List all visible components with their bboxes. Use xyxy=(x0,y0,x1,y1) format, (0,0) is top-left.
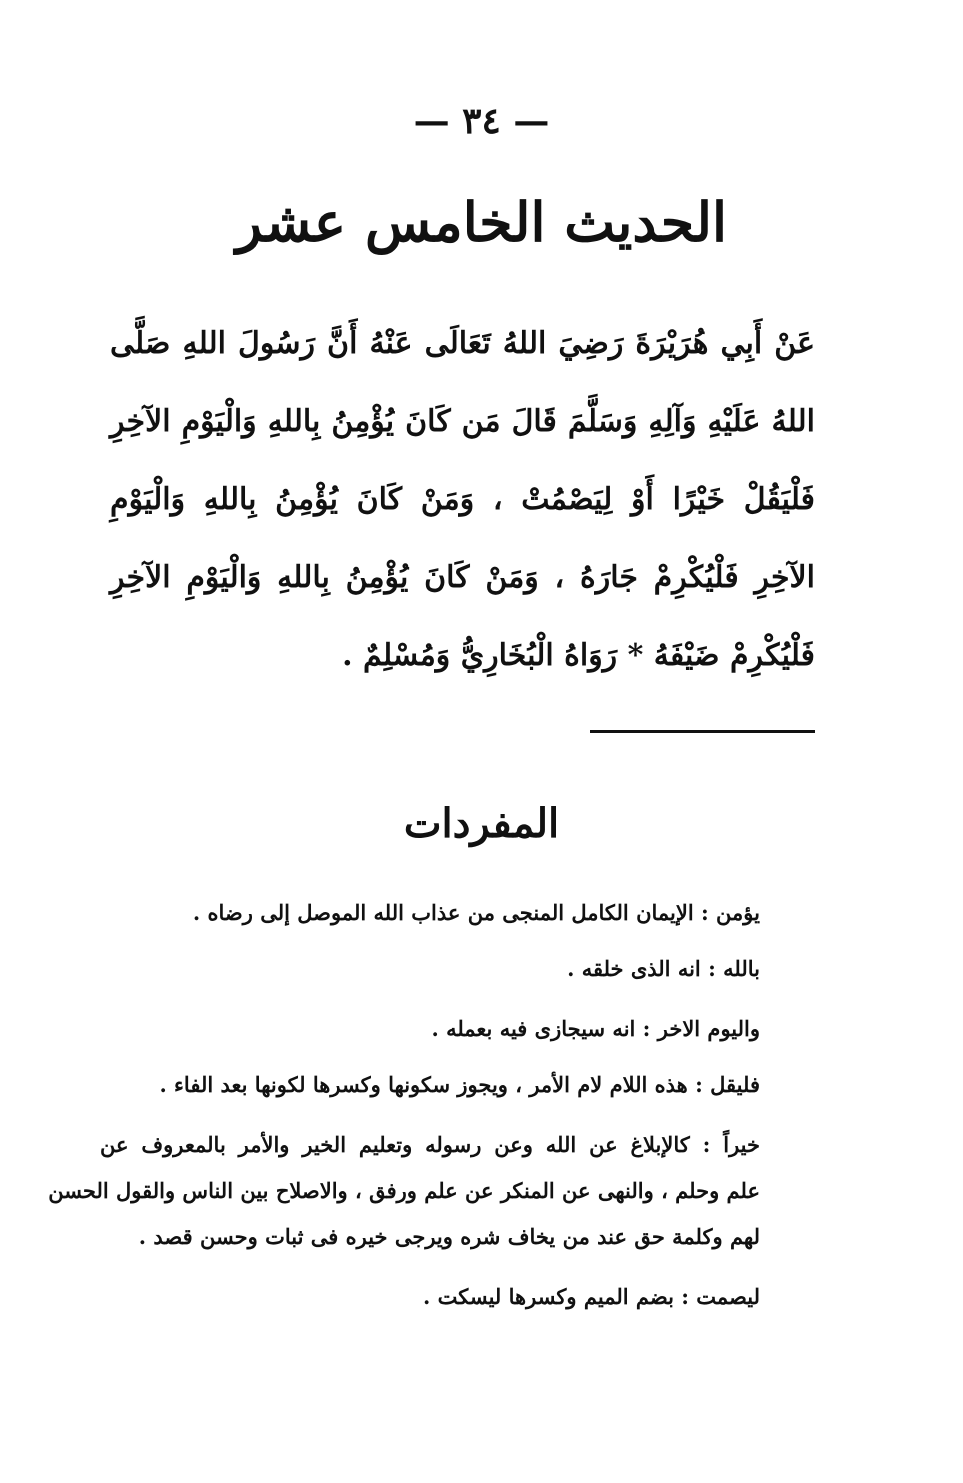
vocabulary-entry xyxy=(100,1062,760,1108)
vocabulary-heading: المفردات xyxy=(403,800,560,847)
vocabulary-line: يؤمن : الإيمان الكامل المنجى من عذاب الله الموصل إلى رضاه . xyxy=(192,900,760,925)
page-number: — ٣٤ — xyxy=(413,100,550,142)
section-divider xyxy=(590,730,815,733)
vocabulary-line: فليقل : هذه اللام لام الأمر ، ويجوز سكونها وكسرها لكونها بعد الفاء . xyxy=(159,1072,760,1097)
hadith-line: فَلْيَقُلْ خَيْرًا أَوْ لِيَصْمُتْ ، وَمَنْ كَانَ يُؤْمِنُ بِاللهِ وَالْيَوْمِ xyxy=(110,482,815,517)
vocabulary-entry xyxy=(100,946,760,992)
vocabulary-line: ليصمت : بضم الميم وكسرها ليسكت . xyxy=(423,1284,760,1309)
hadith-text xyxy=(110,305,815,695)
vocabulary-line: واليوم الاخر : انه سيجازى فيه بعمله . xyxy=(431,1016,760,1041)
vocabulary-entry xyxy=(100,890,760,936)
vocabulary-entry xyxy=(100,1274,760,1320)
vocabulary-line: علم وحلم ، والنهى عن المنكر عن علم ورفق ، والاصلاح بين الناس والقول الحسن xyxy=(48,1178,760,1203)
vocabulary-line: خيراً : كالإبلاغ عن الله وعن رسوله وتعليم الخير والأمر بالمعروف عن xyxy=(100,1132,760,1157)
hadith-heading: الحديث الخامس عشر xyxy=(235,190,728,254)
vocabulary-line: بالله : انه الذى خلقه . xyxy=(567,956,760,981)
hadith-line: اللهُ عَلَيْهِ وَآلِهِ وَسَلَّمَ قَالَ مَن كَانَ يُؤْمِنُ بِاللهِ وَالْيَوْمِ الآخِرِ xyxy=(110,404,815,439)
hadith-line: عَنْ أَبِي هُرَيْرَةَ رَضِيَ اللهُ تَعَالَى عَنْهُ أَنَّ رَسُولَ اللهِ صَلَّى xyxy=(110,326,815,361)
vocabulary-list xyxy=(48,890,760,1334)
hadith-line: فَلْيُكْرِمْ ضَيْفَهُ * رَوَاهُ الْبُخَارِيُّ وَمُسْلِمٌ . xyxy=(342,638,815,673)
vocabulary-line: لهم وكلمة حق عند من يخاف شره ويرجى خيره فى ثبات وحسن قصد . xyxy=(138,1224,760,1249)
vocabulary-entry xyxy=(100,1006,760,1052)
hadith-line: الآخِرِ فَلْيُكْرِمْ جَارَهُ ، وَمَنْ كَانَ يُؤْمِنُ بِاللهِ وَالْيَوْمِ الآخِرِ xyxy=(110,560,815,595)
vocabulary-entry xyxy=(48,1122,760,1260)
